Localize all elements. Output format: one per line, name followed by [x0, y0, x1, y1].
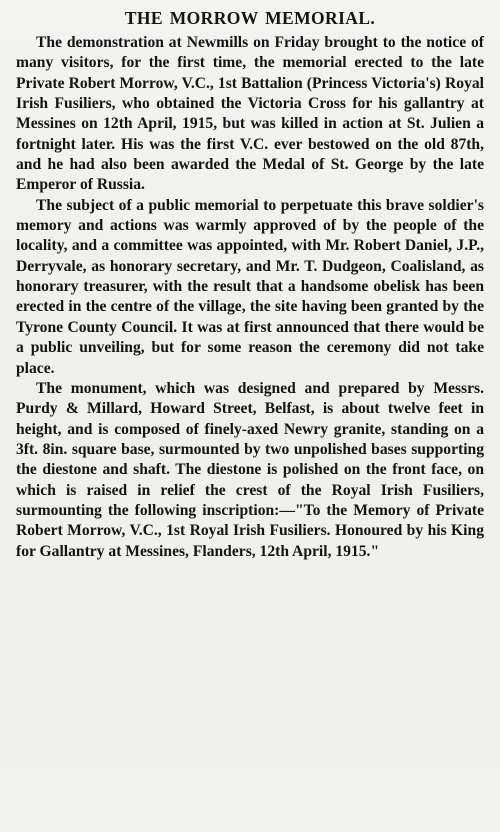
article-paragraph-2: The subject of a public memorial to perpetuate this brave soldier's memory and actions was warmly approved of by the people of the locality, and a committee was appointed, with Mr. Robert Daniel, J.P., Derryvale, as honorary secretary, and Mr. T. Dudgeon, Coalisland, as honorary treasurer, with the result that a handsome obelisk has been erected in the centre of the village, the site having been granted by the Tyrone County Council. It was at first announced that there would be a public unveiling, but for some reason the ceremony did not take place. — [16, 196, 484, 377]
article-headline: THE MORROW MEMORIAL. — [124, 8, 376, 28]
article-paragraph-1: The demonstration at Newmills on Friday brought to the notice of many visitors, for the first time, the memorial erected to the late Private Robert Morrow, V.C., 1st Battalion (Princess Victoria's) Royal Irish Fusiliers, who obtained the Victoria Cross for his gallantry at Messines on 12th April, 1915, but was killed in action at St. Julien a fortnight later. His was the first V.C. ever bestowed on the old 87th, and he had also been awarded the Medal of St. George by the late Emperor of Russia. — [16, 34, 484, 194]
article-paragraph-3: The monument, which was designed and prepared by Messrs. Purdy & Millard, Howard Street, Belfast, is about twelve feet in height, and is composed of finely-axed Newry granite, standing on a 3ft. 8in. square base, surmounted by two unpolished bases supporting the diestone and shaft. The diestone is polished on the front face, on which is raised in relief the crest of the Royal Irish Fusiliers, surmounting the following inscription:—"To the Memory of Private Robert Morrow, V.C., 1st Royal Irish Fusiliers. Honoured by his King for Gallantry at Messines, Flanders, 12th April, 1915." — [16, 379, 484, 560]
